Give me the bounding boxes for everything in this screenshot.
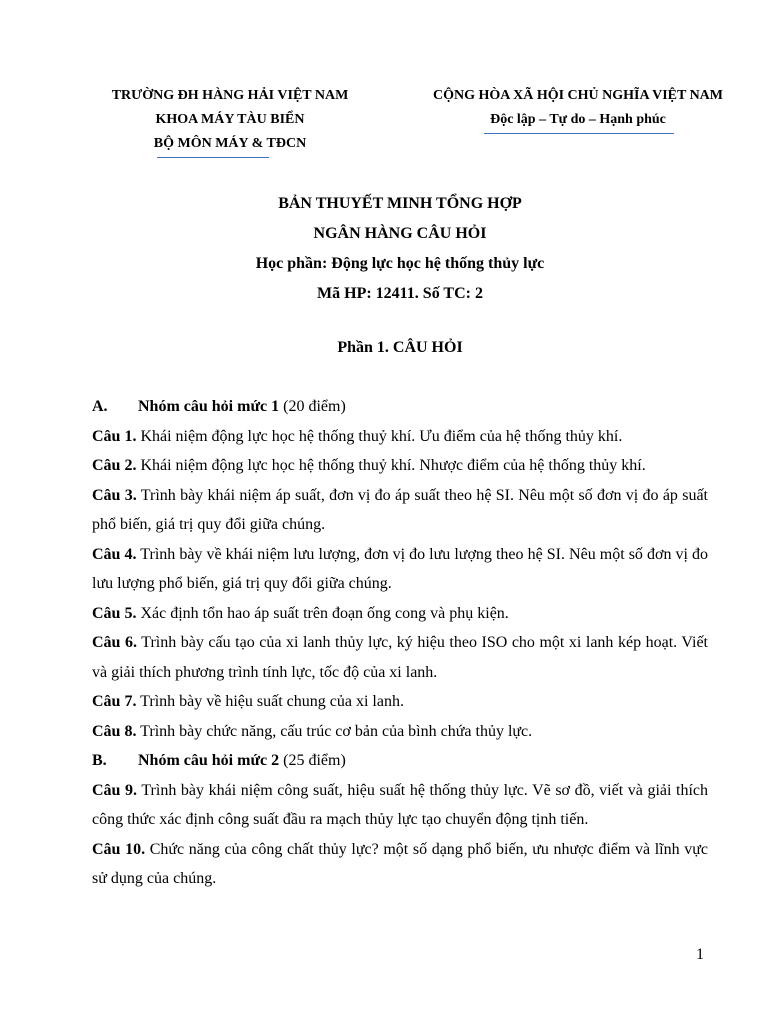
header-left (98, 84, 362, 156)
question-text: Xác định tổn hao áp suất trên đoạn ống cong và phụ kiện. (136, 604, 509, 622)
group-heading-b (92, 746, 708, 776)
question-item (92, 776, 708, 835)
question-text: Trình bày về khái niệm lưu lượng, đơn vị đo lưu lượng theo hệ SI. Nêu một số đơn vị đo lưu lượng phổ biến, giá trị quy đổi giữa chúng. (92, 545, 708, 592)
question-label: Câu 7. (92, 693, 137, 710)
group-letter: A. (92, 398, 108, 415)
question-item (92, 687, 708, 717)
document-subtitle: NGÂN HÀNG CÂU HỎI (313, 225, 487, 242)
document-titles (0, 189, 768, 309)
question-label: Câu 4. (92, 545, 137, 563)
question-list (92, 392, 708, 894)
question-text: Trình bày chức năng, cấu trúc cơ bản của bình chứa thủy lực. (136, 722, 533, 740)
question-label: Câu 6. (92, 634, 137, 651)
question-label: Câu 9. (92, 781, 138, 799)
national-motto: Độc lập – Tự do – Hạnh phúc (490, 112, 666, 127)
group-heading-a (92, 392, 708, 422)
document-title: BẢN THUYẾT MINH TỔNG HỢP (278, 195, 522, 212)
question-item (92, 481, 708, 540)
group-letter: B. (92, 752, 107, 769)
question-label: Câu 10. (92, 840, 146, 858)
question-text: Trình bày về hiệu suất chung của xi lanh. (136, 693, 404, 710)
header-left-underline (157, 157, 269, 158)
question-label: Câu 3. (92, 486, 137, 504)
question-text: Trình bày cấu tạo của xi lanh thủy lực, ký hiệu theo ISO cho một xi lanh kép hoạt. Viết và giải thích phương trình tính lực, tốc độ của xi lanh. (92, 634, 708, 681)
question-item (92, 835, 708, 894)
group-points: (20 điểm) (279, 398, 346, 415)
faculty-name: KHOA MÁY TÀU BIỂN (155, 112, 305, 127)
header-right-underline (484, 133, 674, 134)
question-label: Câu 8. (92, 722, 137, 740)
group-points: (25 điểm) (279, 752, 346, 769)
question-item (92, 717, 708, 747)
question-label: Câu 1. (92, 427, 137, 445)
question-text: Trình bày khái niệm áp suất, đơn vị đo áp suất theo hệ SI. Nêu một số đơn vị đo áp suất phổ biến, giá trị quy đổi giữa chúng. (92, 486, 709, 533)
question-item (92, 422, 708, 452)
university-name: TRƯỜNG ĐH HÀNG HẢI VIỆT NAM (111, 88, 349, 103)
page-number: 1 (696, 946, 704, 963)
question-item (92, 540, 708, 599)
question-label: Câu 5. (92, 604, 137, 622)
question-label: Câu 2. (92, 457, 137, 474)
course-code: Mã HP: 12411. Số TC: 2 (317, 285, 483, 302)
question-text: Chức năng của công chất thủy lực? một số dạng phổ biến, ưu nhược điểm và lĩnh vực sử dụng của chúng. (92, 840, 708, 887)
course-name: Học phần: Động lực học hệ thống thủy lực (255, 255, 545, 272)
header-right (410, 84, 746, 132)
question-item (92, 628, 708, 687)
group-name: Nhóm câu hỏi mức 1 (138, 398, 280, 415)
part-title: Phần 1. CÂU HỎI (337, 339, 463, 356)
group-name: Nhóm câu hỏi mức 2 (138, 752, 280, 769)
department-name: BỘ MÔN MÁY & TĐCN (153, 136, 307, 151)
question-text: Trình bày khái niệm công suất, hiệu suất hệ thống thủy lực. Vẽ sơ đồ, viết và giải thích công thức xác định công suất đầu ra mạch thủy lực tạo chuyển động tịnh tiến. (92, 781, 709, 828)
question-item (92, 451, 708, 481)
national-title: CỘNG HÒA XÃ HỘI CHỦ NGHĨA VIỆT NAM (432, 88, 723, 103)
question-text: Khái niệm động lực học hệ thống thuỷ khí. Ưu điểm của hệ thống thủy khí. (136, 427, 623, 445)
question-item (92, 599, 708, 629)
question-text: Khái niệm động lực học hệ thống thuỷ khí. Nhược điểm của hệ thống thủy khí. (136, 457, 646, 474)
